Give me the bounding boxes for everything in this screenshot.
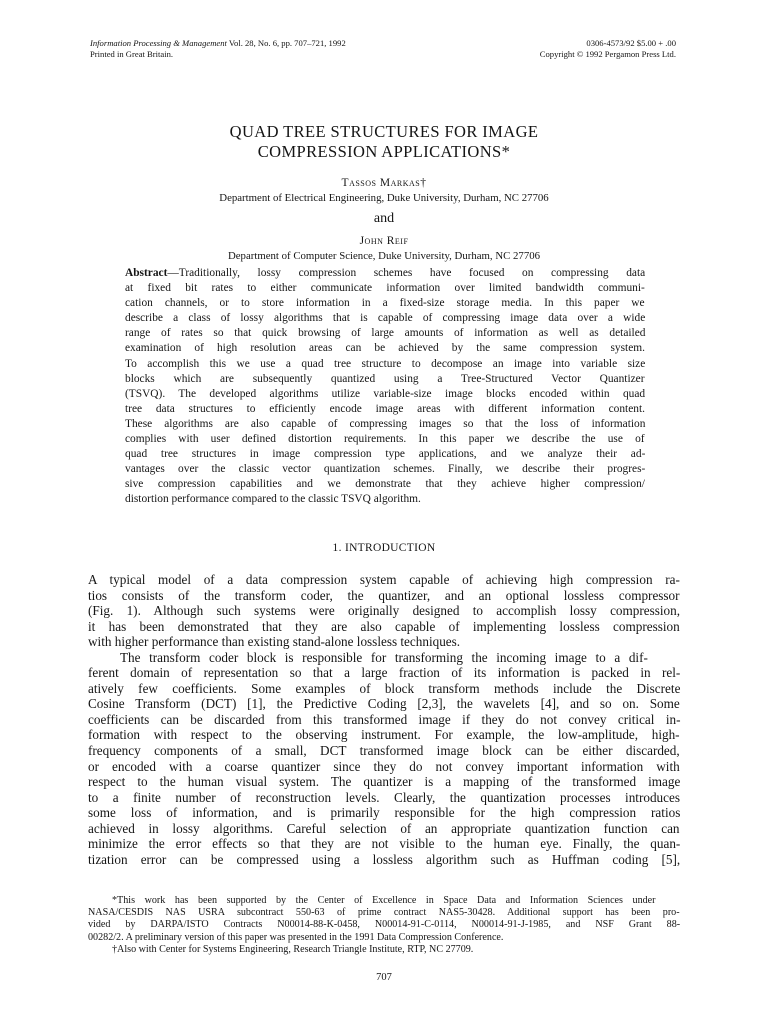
- abstract-line: These algorithms are also capable of compressing images so that the loss of information: [125, 417, 646, 430]
- abstract-line: (TSVQ). The developed algorithms utilize variable-size image blocks encoded within quad: [125, 387, 646, 400]
- page-number: 707: [376, 972, 392, 983]
- body-line: minimize the error effects so that they are not visible to the human eye. Finally, the quan-: [88, 836, 681, 852]
- abstract-line: Abstract—Traditionally, lossy compression schemes have focused on compressing data: [125, 267, 646, 279]
- running-header-left: [90, 38, 346, 59]
- paper-title: [90, 122, 678, 162]
- footnote-line: vided by DARPA/ISTO Contracts N00014-88-K-0458, N00014-91-C-0114, N00014-91-J-1985, and NSF Grant 88-: [88, 919, 681, 931]
- abstract-line: cation channels, or to store information in a fixed-size storage media. In this paper we: [125, 297, 645, 310]
- footnotes: [88, 895, 680, 956]
- author-conjunction: and: [373, 211, 395, 226]
- body-line: respect to the human visual system. The quantizer is a mapping of the transformed image: [88, 774, 681, 790]
- body-line: frequency components of a small, DCT transformed image block can be either discarded,: [88, 743, 680, 759]
- author-name: Tassos Markas†: [341, 177, 427, 189]
- body-line: coefficients can be discarded from this transformed image if they do not convey critical in-: [88, 711, 681, 727]
- footnote-line: 00282/2. A preliminary version of this paper was presented in the 1991 Data Compression Conference.: [88, 931, 504, 943]
- author-2-name: [90, 235, 678, 247]
- abstract-line: sive compression capabilities and we demonstrate that they achieve higher compression/: [125, 478, 645, 491]
- body-line: some loss of information, and is primarily responsible for the high compression ratios: [88, 805, 681, 821]
- author-1-name: [90, 177, 678, 189]
- abstract-line: tree data structures to efficiently encode image areas with different information content.: [125, 402, 645, 415]
- author-2-affiliation: Department of Computer Science, Duke University, Durham, NC 27706: [227, 250, 541, 262]
- body-line: to a finite number of reconstruction levels. Clearly, the quantization processes introduces: [88, 789, 680, 805]
- running-header-right: [540, 38, 676, 59]
- abstract-line: quad tree structures in image compression type applications, and we analyze their ad-: [125, 448, 646, 461]
- body-line: achieved in lossy algorithms. Careful selection of an appropriate quantization function can: [88, 820, 680, 836]
- abstract-label: Abstract: [125, 267, 168, 279]
- body-line: with higher performance than existing stand-alone lossless techniques.: [88, 634, 461, 650]
- journal-volume: Vol. 28, No. 6, pp. 707–721, 1992: [226, 38, 346, 48]
- body-line: tization error can be compressed using a lossless algorithm such as Huffman coding [5],: [88, 851, 681, 867]
- journal-citation: [90, 38, 346, 49]
- footnote-line: *This work has been supported by the Center of Excellence in Space Data and Information Sciences under: [112, 895, 656, 906]
- body-line: Cosine Transform (DCT) [1], the Predictive Coding [2,3], the wavelets [4], and so on. Some: [88, 696, 680, 712]
- abstract-line: distortion performance compared to the classic TSVQ algorithm.: [125, 493, 421, 506]
- abstract-line: blocks which are subsequently quantized using a Tree-Structured Vector Quantizer: [125, 372, 645, 385]
- author-name: John Reif: [359, 235, 409, 247]
- body-line: tios consists of the transform coder, the quantizer, and an optional lossless compressor: [88, 587, 680, 603]
- price-code: 0306-4573/92 $5.00 + .00: [586, 38, 676, 48]
- copyright: Copyright © 1992 Pergamon Press Ltd.: [539, 48, 676, 59]
- printed-in: Printed in Great Britain.: [90, 48, 174, 59]
- body-line: A typical model of a data compression system capable of achieving high compression ra-: [88, 572, 680, 587]
- body-line: ferent domain of representation so that a large fraction of its information is packed in rel-: [88, 665, 681, 681]
- abstract: [125, 266, 645, 508]
- footnote-line: NASA/CESDIS NAS USRA subcontract 550-63 of prime contract NAS5-30428. Additional support has been pro-: [88, 907, 680, 919]
- abstract-line: describe a class of lossy algorithms that is capable of compressing image data over a wide: [125, 312, 646, 325]
- introduction-body: [88, 572, 680, 867]
- body-line: formation with respect to the observing instrument. For example, the low-amplitude, high-: [88, 727, 680, 743]
- abstract-line: examination of high resolution areas can be achieved by the same compression system.: [125, 342, 645, 355]
- section-heading: 1. INTRODUCTION: [332, 542, 436, 554]
- footnote-line: †Also with Center for Systems Engineering, Research Triangle Institute, RTP, NC 27709.: [112, 943, 474, 955]
- title-line-1: QUAD TREE STRUCTURES FOR IMAGE: [229, 122, 539, 141]
- body-line: atively few coefficients. Some examples of block transform methods include the Discrete: [88, 680, 681, 696]
- title-line-2: COMPRESSION APPLICATIONS*: [257, 142, 511, 161]
- abstract-line: range of rates so that quick browsing of large amounts of information as well as detailed: [125, 327, 646, 340]
- abstract-line: complies with user defined distortion requirements. In this paper we describe the use of: [125, 433, 645, 446]
- author-1-affiliation: Department of Electrical Engineering, Duke University, Durham, NC 27706: [219, 192, 549, 204]
- journal-name: Information Processing & Management: [90, 38, 227, 48]
- abstract-line: at fixed bit rates to either communicate information over limited bandwidth communi-: [125, 282, 645, 295]
- body-line: or encoded with a coarse quantizer since they do not convey important information with: [88, 758, 680, 774]
- body-line: (Fig. 1). Although such systems were originally designed to accomplish lossy compression,: [88, 603, 681, 619]
- body-line: The transform coder block is responsible for transforming the incoming image to a dif-: [120, 649, 648, 665]
- body-line: it has been demonstrated that they are also capable of implementing lossless compression: [88, 618, 680, 634]
- abstract-line: vantages over the classic vector quantization schemes. Finally, we describe their progres-: [125, 463, 646, 476]
- abstract-line: To accomplish this we use a quad tree structure to decompose an image into variable size: [125, 357, 646, 370]
